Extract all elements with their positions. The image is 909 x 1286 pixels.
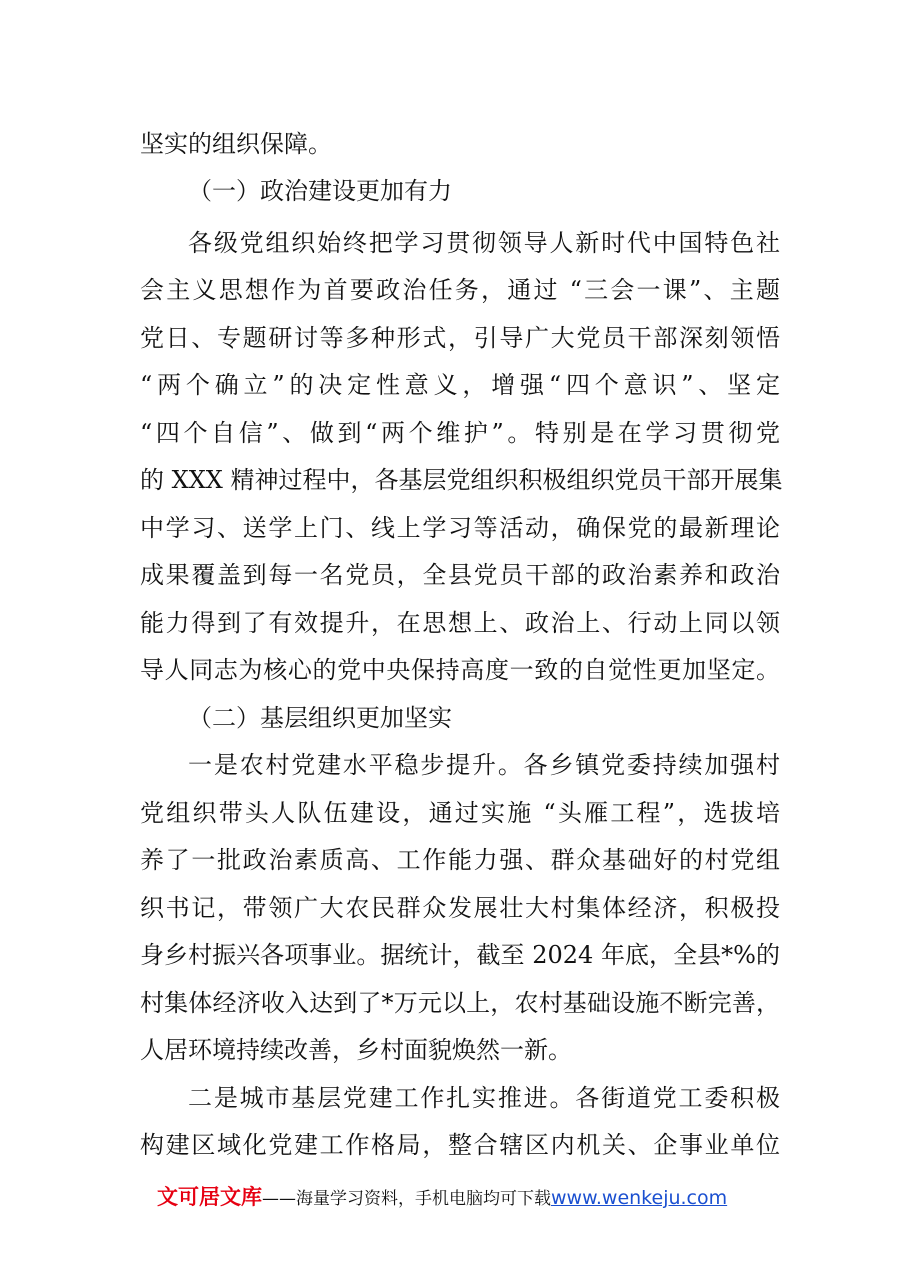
paragraph-line: 导人同志为核心的党中央保持高度一致的自觉性更加坚定。 [140,656,780,684]
paragraph-line: 的 XXX 精神过程中，各基层党组织积极组织党员干部开展集 [140,466,783,494]
paragraph-line: 中学习、送学上门、线上学习等活动，确保党的最新理论 [140,514,780,542]
footer-brand: 文可居文库 [157,1185,262,1209]
paragraph-line: 村集体经济收入达到了*万元以上，农村基础设施不断完善， [140,989,780,1017]
paragraph-line: 构建区域化党建工作格局，整合辖区内机关、企事业单位 [140,1131,780,1159]
paragraph-line: 会主义思想作为首要政治任务，通过 “三会一课”、主题 [140,276,780,304]
paragraph-line: 一是农村党建水平稳步提升。各乡镇党委持续加强村 [188,751,780,779]
paragraph-line: 各级党组织始终把学习贯彻领导人新时代中国特色社 [188,229,780,257]
footer-text: ——海量学习资料，手机电脑均可下载 [262,1189,551,1209]
footer-link[interactable]: www.wenkeju.com [551,1187,728,1209]
footer-banner [157,1181,757,1213]
paragraph-line: 党日、专题研讨等多种形式，引导广大党员干部深刻领悟 [140,324,780,352]
paragraph-line: 养了一批政治素质高、工作能力强、群众基础好的村党组 [140,846,780,874]
section-heading-political: （一）政治建设更加有力 [188,177,452,205]
paragraph-line: 织书记，带领广大农民群众发展壮大村集体经济，积极投 [140,894,780,922]
paragraph-line: 坚实的组织保障。 [140,130,332,158]
paragraph-line: 人居环境持续改善，乡村面貌焕然一新。 [140,1036,572,1064]
paragraph-line: 党组织带头人队伍建设，通过实施 “头雁工程”，选拔培 [140,799,780,827]
paragraph-line: 成果覆盖到每一名党员，全县党员干部的政治素养和政治 [140,561,780,589]
paragraph-line: “两个确立”的决定性意义，增强“四个意识”、坚定 [140,371,780,399]
paragraph-line: 身乡村振兴各项事业。据统计，截至 2024 年底，全县*%的 [140,941,780,969]
paragraph-line: 二是城市基层党建工作扎实推进。各街道党工委积极 [188,1084,780,1112]
paragraph-line: “四个自信”、做到“两个维护”。特别是在学习贯彻党 [140,419,780,447]
paragraph-line: 能力得到了有效提升，在思想上、政治上、行动上同以领 [140,609,780,637]
section-heading-grassroots: （二）基层组织更加坚实 [188,704,452,732]
